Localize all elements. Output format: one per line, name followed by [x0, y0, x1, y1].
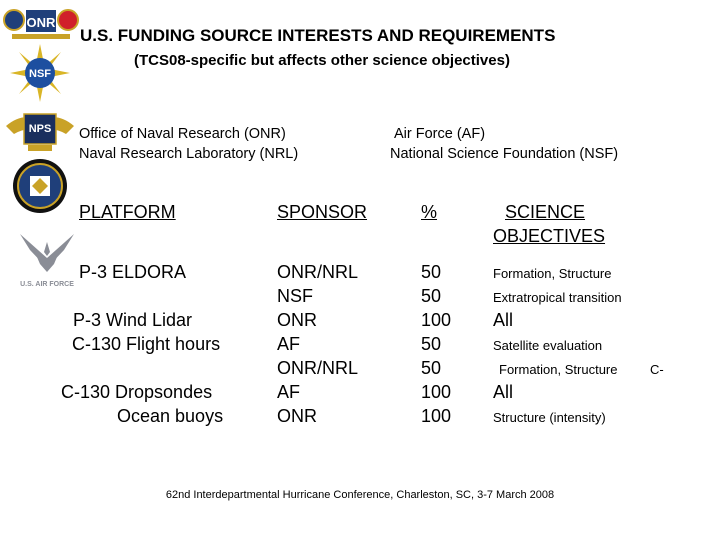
objective-cell: All [493, 382, 514, 402]
percent-cell: 100 [421, 382, 452, 402]
air-force-logo [14, 228, 80, 292]
platform-p3-eldora: P-3 ELDORA [79, 262, 187, 282]
sponsor-nsf: National Science Foundation (NSF) [390, 146, 619, 162]
nsf-logo [10, 44, 70, 102]
svg-text:NSF: NSF [29, 68, 51, 80]
objective-cell: All [493, 310, 514, 330]
objective-cell: Extratropical transition [493, 290, 622, 305]
header-sponsor: SPONSOR [277, 202, 368, 222]
objective-cell: Formation, Structure [499, 362, 618, 377]
percent-cell: 100 [421, 406, 452, 426]
header-science: SCIENCE [505, 202, 586, 222]
svg-text:U.S. AIR FORCE: U.S. AIR FORCE [20, 281, 74, 288]
footer-conference: 62nd Interdepartmental Hurricane Conference, Charleston, SC, 3-7 March 2008 [165, 489, 555, 501]
sponsor-cell: ONR/NRL [277, 358, 359, 378]
header-percent: % [421, 202, 438, 222]
sponsor-cell: NSF [277, 286, 313, 306]
objective-cell: Formation, Structure [493, 266, 612, 281]
svg-text:NPS: NPS [28, 123, 52, 135]
header-platform: PLATFORM [79, 202, 176, 222]
percent-cell: 50 [421, 358, 442, 378]
naval-seal-logo [12, 158, 68, 214]
objective-cell: Structure (intensity) [493, 410, 606, 425]
sponsor-cell: ONR [277, 406, 317, 426]
platform-c130-flight-hours: C-130 Flight hours [72, 334, 221, 354]
percent-cell: 50 [421, 262, 442, 282]
percent-cell: 50 [421, 286, 442, 306]
sponsor-cell: ONR [277, 310, 317, 330]
percent-cell: 50 [421, 334, 442, 354]
sponsor-af: Air Force (AF) [394, 126, 486, 142]
sponsor-onr: Office of Naval Research (ONR) [79, 126, 286, 142]
objective-cell: Satellite evaluation [493, 338, 603, 353]
sponsor-cell: ONR/NRL [277, 262, 359, 282]
platform-ocean-buoys: Ocean buoys [117, 406, 224, 426]
stray-text: C- [650, 362, 664, 377]
page-subtitle: (TCS08-specific but affects other science objectives) [134, 52, 510, 69]
header-objectives: OBJECTIVES [493, 226, 606, 246]
sponsor-cell: AF [277, 382, 301, 402]
svg-text:ONR: ONR [26, 15, 56, 30]
percent-cell: 100 [421, 310, 452, 330]
platform-c130-dropsondes: C-130 Dropsondes [61, 382, 213, 402]
nps-logo [4, 104, 76, 154]
onr-logo [2, 4, 80, 40]
sponsor-nrl: Naval Research Laboratory (NRL) [79, 146, 299, 162]
sponsor-cell: AF [277, 334, 301, 354]
platform-p3-wind-lidar: P-3 Wind Lidar [73, 310, 193, 330]
page-title: U.S. FUNDING SOURCE INTERESTS AND REQUIREMENTS [80, 26, 556, 45]
